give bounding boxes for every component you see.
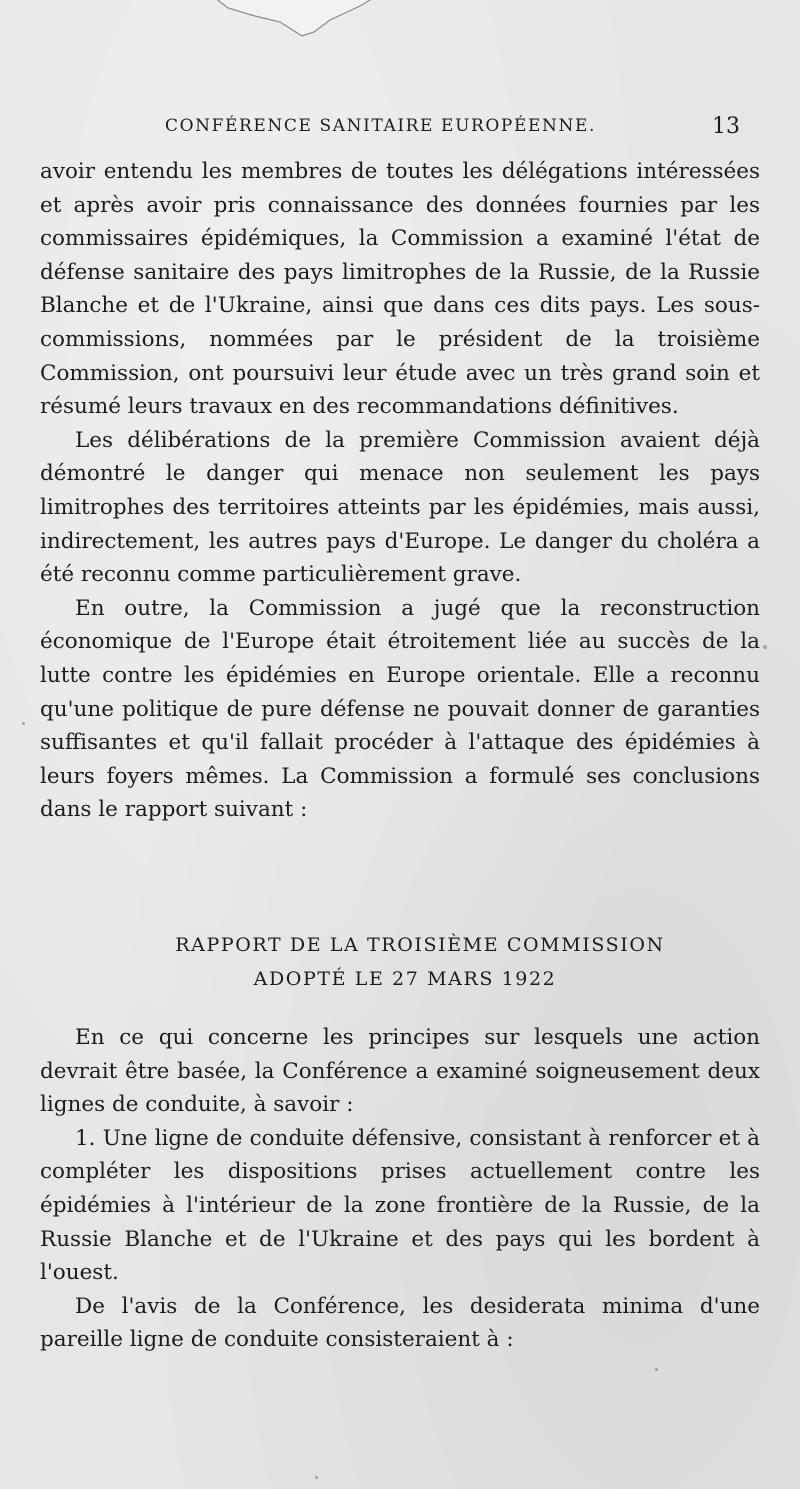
paragraph: En outre, la Commission a jugé que la reconstruction économique de l'Europe était étroitement liée au succès de la lutte contre les épidémies en Europe orientale. Elle a reconnu qu'une politique de pure défense ne pouvait donner de garanties suffisantes et qu'il fallait procéder à l'attaque des épidémies à leurs foyers mêmes. La Commission a formulé ses conclusions dans le rapport suivant : [40, 595, 760, 823]
running-title: CONFÉRENCE SANITAIRE EUROPÉENNE. [165, 116, 596, 136]
paper-speck [763, 645, 767, 649]
paragraph: En ce qui concerne les principes sur lesquels une action devrait être basée, la Conférence a examiné soigneusement deux lignes de conduite, à savoir : [40, 1025, 760, 1118]
paragraph: De l'avis de la Conférence, les desiderata minima d'une pareille ligne de conduite consisteraient à : [40, 1293, 760, 1353]
running-header [50, 116, 740, 146]
paper-speck [655, 1368, 658, 1371]
section-heading-line-1: RAPPORT DE LA TROISIÈME COMMISSION [175, 934, 665, 956]
paper-speck [22, 722, 25, 725]
paragraph: avoir entendu les membres de toutes les délégations intéressées et après avoir pris connaissance des données fournies par les commissaires épidémiques, la Commission a examiné l'état de défense sanitaire des pays limitrophes de la Russie, de la Russie Blanche et de l'Ukraine, ainsi que dans ces dits pays. Les sous-commissions, nommées par le président de la troisième Commission, ont poursuivi leur étude avec un très grand soin et résumé leurs travaux en des recommandations définitives. [40, 159, 760, 420]
body-text-before-heading [40, 155, 760, 827]
torn-edge-mark [210, 0, 380, 44]
page-number: 13 [712, 114, 740, 139]
section-heading [40, 928, 760, 996]
body-text-after-heading [40, 1021, 760, 1357]
paper-speck [315, 1476, 318, 1479]
section-heading-line-2: ADOPTÉ LE 27 MARS 1922 [253, 968, 557, 990]
paragraph: Les délibérations de la première Commission avaient déjà démontré le danger qui menace non seulement les pays limitrophes des territoires atteints par les épidémies, mais aussi, indirectement, les autres pays d'Europe. Le danger du choléra a été reconnu comme particulièrement grave. [40, 427, 760, 588]
paragraph: 1. Une ligne de conduite défensive, consistant à renforcer et à compléter les dispositions prises actuellement contre les épidémies à l'intérieur de la zone frontière de la Russie, de la Russie Blanche et de l'Ukraine et des pays qui les bordent à l'ouest. [40, 1125, 760, 1286]
